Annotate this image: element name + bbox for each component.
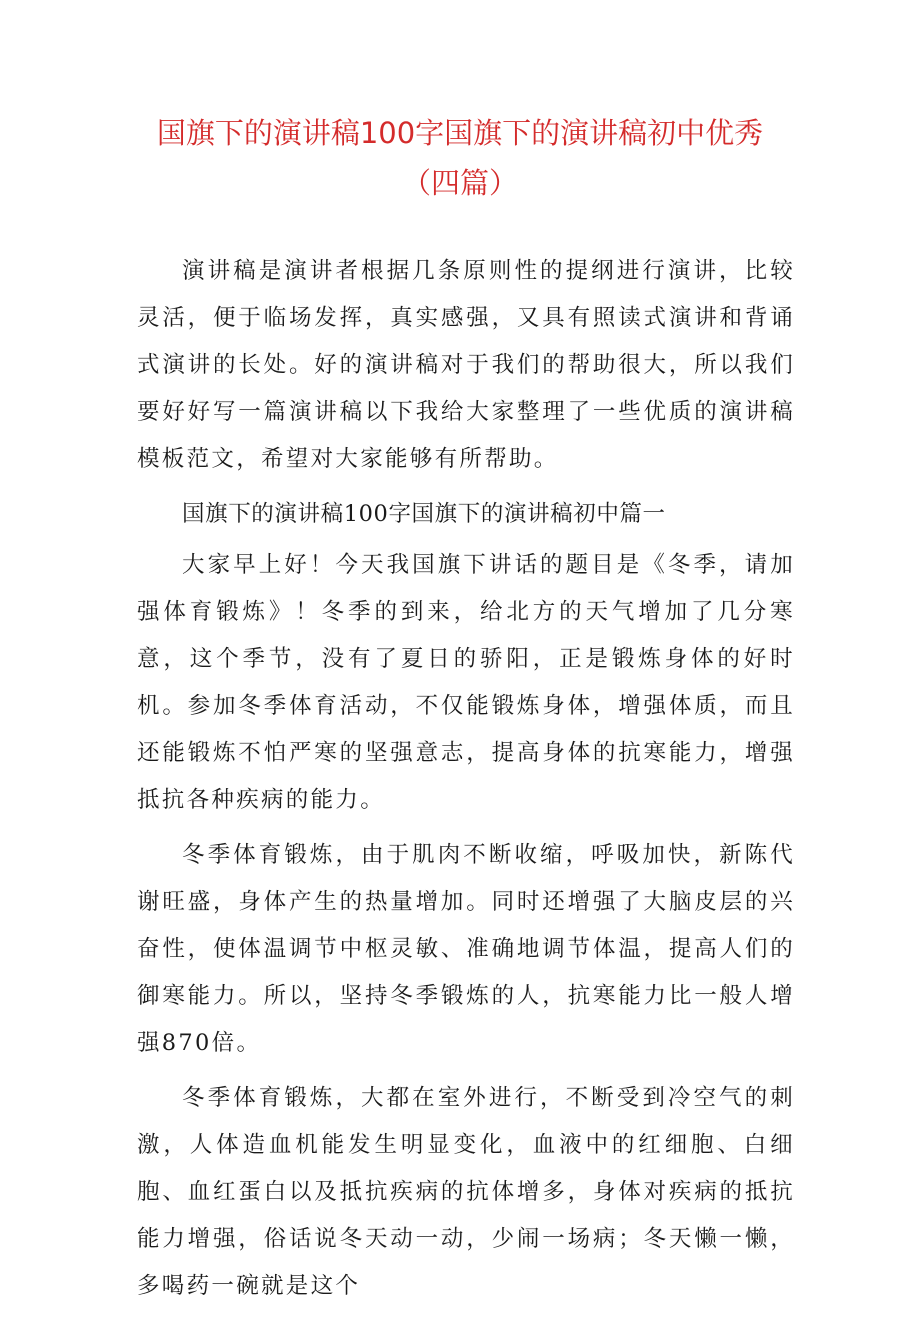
paragraph: 大家早上好！今天我国旗下讲话的题目是《冬季，请加强体育锻炼》！冬季的到来，给北方的天气增加了几分寒意，这个季节，没有了夏日的骄阳，正是锻炼身体的好时机。参加冬季体育活动，不仅能锻炼身体，增强体质，而且还能锻炼不怕严寒的坚强意志，提高身体的抗寒能力，增强抵抗各种疾病的能力。 (137, 552, 795, 813)
section-heading: 国旗下的演讲稿100字国旗下的演讲稿初中篇一 (182, 501, 666, 527)
paragraph: 冬季体育锻炼，由于肌肉不断收缩，呼吸加快，新陈代谢旺盛，身体产生的热量增加。同时还增强了大脑皮层的兴奋性，使体温调节中枢灵敏、准确地调节体温，提高人们的御寒能力。所以，坚持冬季锻炼的人，抗寒能力比一般人增强870倍。 (137, 842, 795, 1056)
document-body (137, 248, 795, 1318)
paragraph: 冬季体育锻炼，大都在室外进行，不断受到冷空气的刺激，人体造血机能发生明显变化，血液中的红细胞、白细胞、血红蛋白以及抵抗疾病的抗体增多，身体对疾病的抵抗能力增强，俗话说冬天动一动，少闹一场病；冬天懒一懒，多喝药一碗就是这个 (137, 1085, 795, 1299)
paragraph-intro: 演讲稿是演讲者根据几条原则性的提纲进行演讲，比较灵活，便于临场发挥，真实感强，又具有照读式演讲和背诵式演讲的长处。好的演讲稿对于我们的帮助很大，所以我们要好好写一篇演讲稿以下我给大家整理了一些优质的演讲稿模板范文，希望对大家能够有所帮助。 (137, 258, 795, 472)
document-title: 国旗下的演讲稿100字国旗下的演讲稿初中优秀（四篇） (156, 116, 764, 200)
